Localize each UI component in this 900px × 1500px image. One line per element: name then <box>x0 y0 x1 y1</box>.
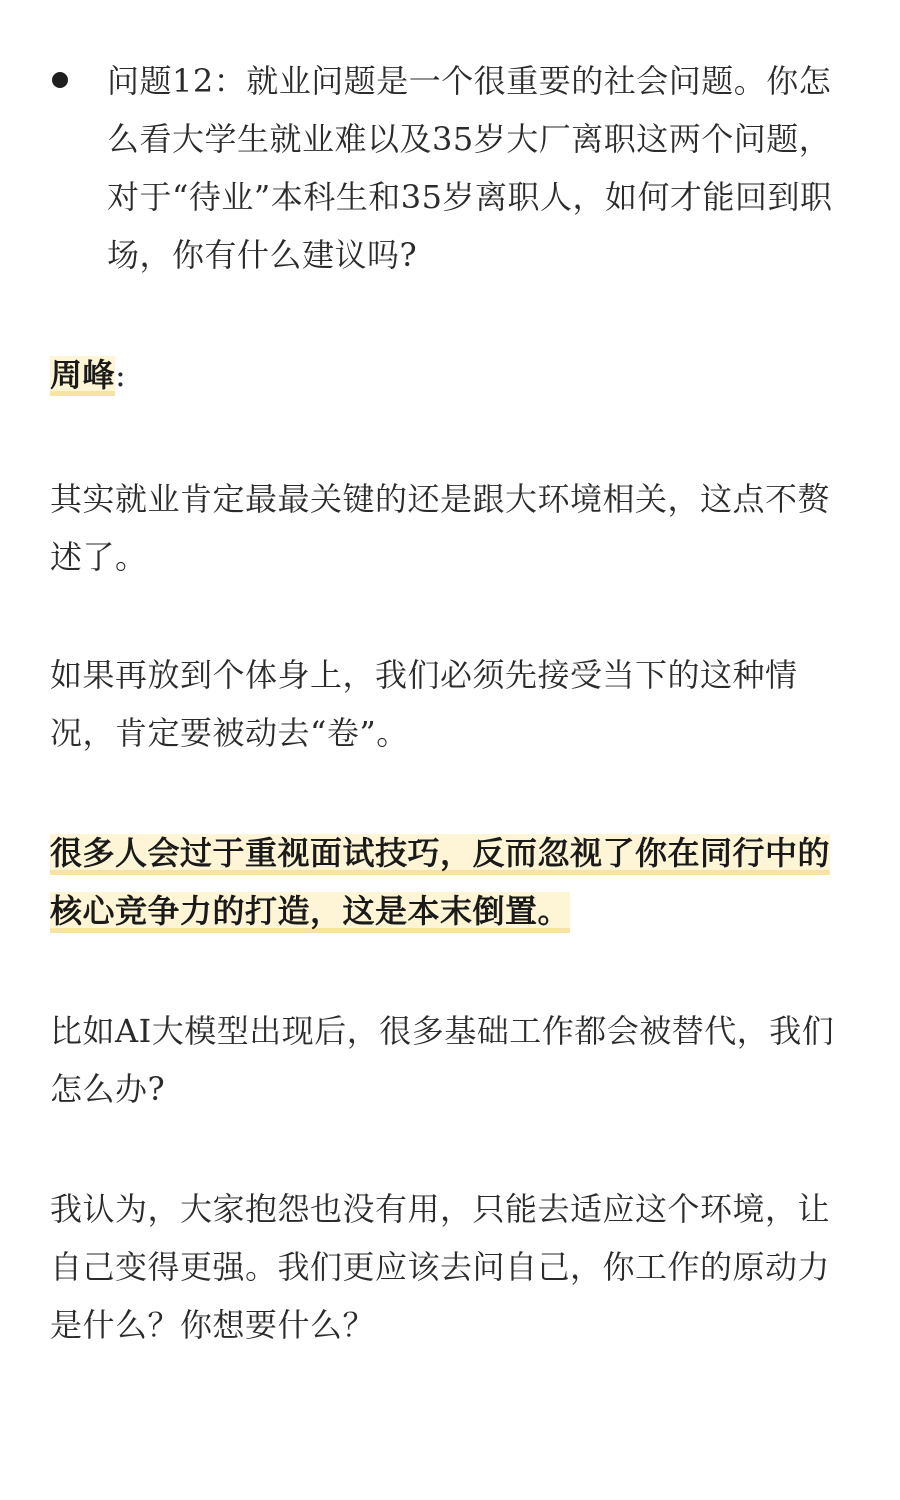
speaker-label <box>50 346 126 404</box>
speaker-name: 周峰 <box>50 356 116 394</box>
paragraph-4: 比如AI大模型出现后，很多基础工作都会被替代，我们怎么办? <box>50 1012 835 1108</box>
highlighted-paragraph <box>50 824 840 940</box>
speaker-colon: : <box>115 356 127 394</box>
question-text: 问题12：就业问题是一个很重要的社会问题。你怎么看大学生就业难以及35岁大厂离职这两个问题，对于“待业”本科生和35岁离职人，如何才能回到职场，你有什么建议吗? <box>107 62 833 274</box>
bullet-dot-icon <box>52 72 68 88</box>
paragraph-5: 我认为，大家抱怨也没有用，只能去适应这个环境，让自己变得更强。我们更应该去问自己，你工作的原动力是什么？你想要什么？ <box>50 1190 831 1344</box>
highlighted-text: 很多人会过于重视面试技巧，反而忽视了你在同行中的核心竞争力的打造，这是本末倒置。 <box>50 834 830 933</box>
paragraph-1: 其实就业肯定最最关键的还是跟大环境相关，这点不赘述了。 <box>50 480 831 576</box>
paragraph-2: 如果再放到个体身上，我们必须先接受当下的这种情况，肯定要被动去“卷”。 <box>50 656 798 752</box>
